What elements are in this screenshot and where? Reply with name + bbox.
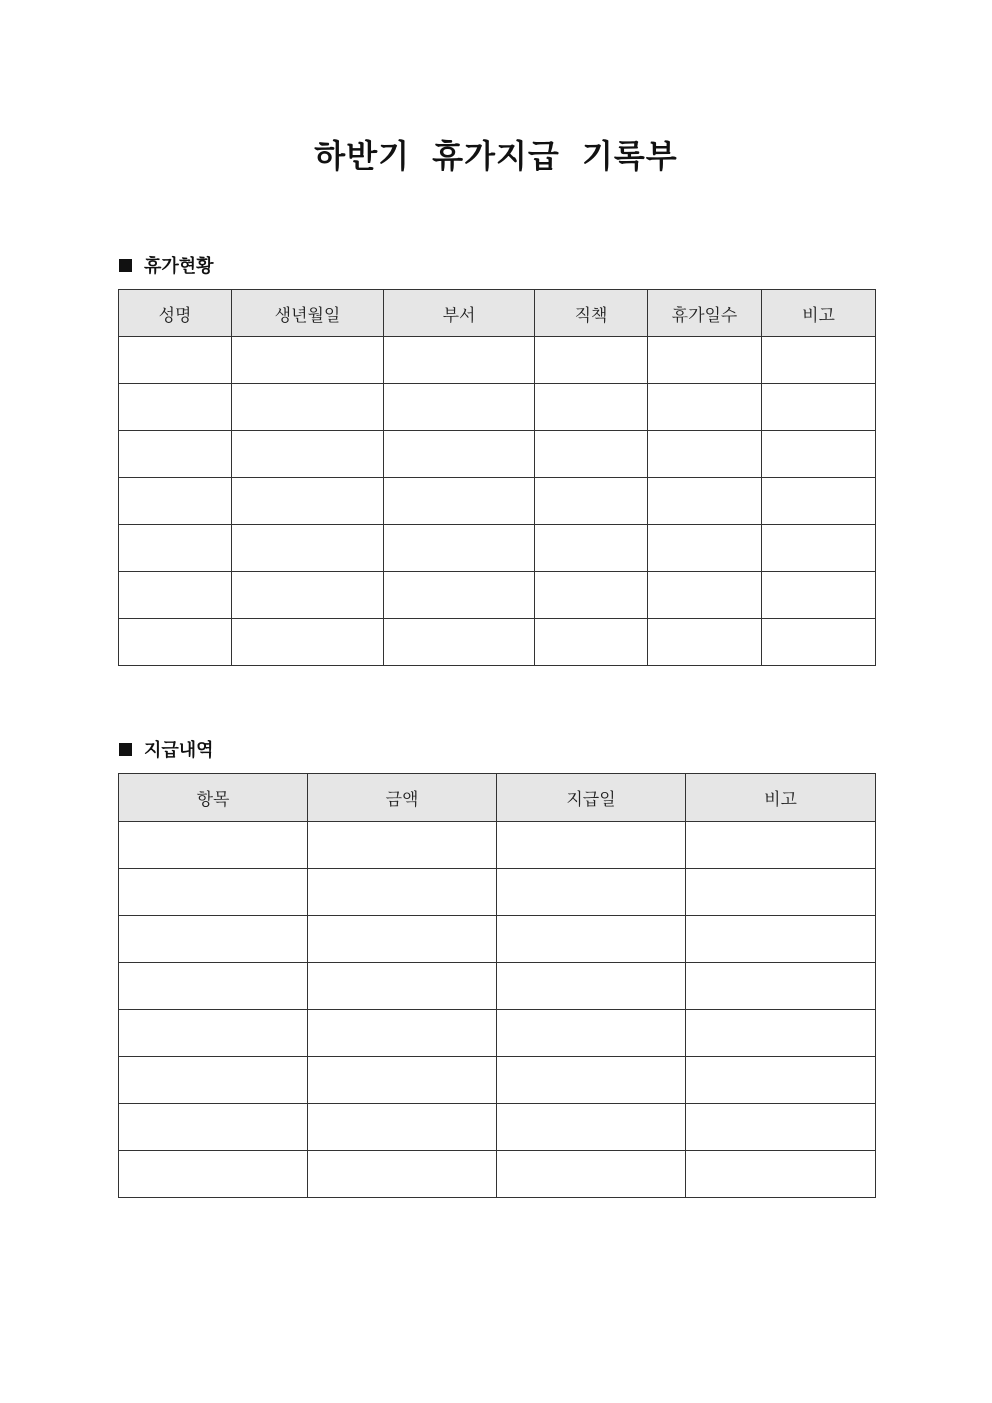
column-header-birthdate: 생년월일 bbox=[232, 290, 384, 337]
table-cell[interactable] bbox=[119, 525, 232, 572]
table-cell[interactable] bbox=[119, 916, 308, 963]
table-row bbox=[119, 619, 876, 666]
table-row bbox=[119, 1151, 876, 1198]
table-cell[interactable] bbox=[762, 619, 876, 666]
document-title: 하반기 휴가지급 기록부 bbox=[314, 137, 678, 175]
table-cell[interactable] bbox=[119, 822, 308, 869]
table-row bbox=[119, 869, 876, 916]
column-header-department: 부서 bbox=[384, 290, 535, 337]
table-cell[interactable] bbox=[232, 337, 384, 384]
table-cell[interactable] bbox=[119, 1010, 308, 1057]
table-cell[interactable] bbox=[308, 1010, 497, 1057]
table-cell[interactable] bbox=[535, 431, 648, 478]
table-cell[interactable] bbox=[308, 822, 497, 869]
table-cell[interactable] bbox=[232, 478, 384, 525]
table-cell[interactable] bbox=[648, 478, 762, 525]
table-cell[interactable] bbox=[119, 963, 308, 1010]
table-cell[interactable] bbox=[119, 478, 232, 525]
table-cell[interactable] bbox=[686, 1010, 876, 1057]
vacation-status-table bbox=[118, 289, 876, 666]
table-cell[interactable] bbox=[308, 963, 497, 1010]
table-cell[interactable] bbox=[686, 1151, 876, 1198]
table-row bbox=[119, 572, 876, 619]
table-row bbox=[119, 916, 876, 963]
table-cell[interactable] bbox=[308, 869, 497, 916]
table-header-row bbox=[119, 290, 876, 337]
table-cell[interactable] bbox=[762, 478, 876, 525]
section-heading-label: 지급내역 bbox=[144, 740, 214, 761]
table-cell[interactable] bbox=[762, 384, 876, 431]
table-cell[interactable] bbox=[535, 384, 648, 431]
payment-details-table bbox=[118, 773, 876, 1198]
table-cell[interactable] bbox=[497, 869, 686, 916]
table-row bbox=[119, 431, 876, 478]
table-cell[interactable] bbox=[384, 431, 535, 478]
table-cell[interactable] bbox=[497, 916, 686, 963]
table-cell[interactable] bbox=[686, 822, 876, 869]
table-row bbox=[119, 384, 876, 431]
table-cell[interactable] bbox=[762, 525, 876, 572]
table-cell[interactable] bbox=[119, 619, 232, 666]
table-cell[interactable] bbox=[384, 525, 535, 572]
table-cell[interactable] bbox=[762, 337, 876, 384]
table-row bbox=[119, 1104, 876, 1151]
column-header-remarks: 비고 bbox=[686, 774, 876, 822]
section-heading-label: 휴가현황 bbox=[144, 256, 214, 277]
column-header-payment-date: 지급일 bbox=[497, 774, 686, 822]
table-cell[interactable] bbox=[535, 619, 648, 666]
table-cell[interactable] bbox=[648, 337, 762, 384]
table-cell[interactable] bbox=[119, 1151, 308, 1198]
table-cell[interactable] bbox=[535, 478, 648, 525]
table-cell[interactable] bbox=[686, 1104, 876, 1151]
table-row bbox=[119, 1010, 876, 1057]
section-heading-vacation bbox=[119, 253, 214, 277]
table-cell[interactable] bbox=[686, 916, 876, 963]
table-cell[interactable] bbox=[384, 337, 535, 384]
column-header-amount: 금액 bbox=[308, 774, 497, 822]
table-cell[interactable] bbox=[384, 478, 535, 525]
table-cell[interactable] bbox=[648, 619, 762, 666]
table-cell[interactable] bbox=[686, 963, 876, 1010]
table-cell[interactable] bbox=[232, 384, 384, 431]
table-cell[interactable] bbox=[384, 572, 535, 619]
table-cell[interactable] bbox=[497, 1104, 686, 1151]
table-cell[interactable] bbox=[119, 1057, 308, 1104]
table-cell[interactable] bbox=[119, 337, 232, 384]
table-cell[interactable] bbox=[119, 384, 232, 431]
table-cell[interactable] bbox=[119, 572, 232, 619]
table-row bbox=[119, 1057, 876, 1104]
table-cell[interactable] bbox=[497, 1010, 686, 1057]
table-cell[interactable] bbox=[384, 384, 535, 431]
table-cell[interactable] bbox=[648, 431, 762, 478]
table-cell[interactable] bbox=[648, 525, 762, 572]
table-cell[interactable] bbox=[686, 869, 876, 916]
table-cell[interactable] bbox=[497, 963, 686, 1010]
table-cell[interactable] bbox=[119, 431, 232, 478]
table-cell[interactable] bbox=[686, 1057, 876, 1104]
table-cell[interactable] bbox=[648, 384, 762, 431]
table-cell[interactable] bbox=[232, 431, 384, 478]
table-cell[interactable] bbox=[308, 916, 497, 963]
square-bullet-icon bbox=[119, 259, 132, 272]
table-header-row bbox=[119, 774, 876, 822]
table-cell[interactable] bbox=[384, 619, 535, 666]
table-cell[interactable] bbox=[497, 822, 686, 869]
column-header-vacation-days: 휴가일수 bbox=[648, 290, 762, 337]
table-cell[interactable] bbox=[535, 525, 648, 572]
column-header-item: 항목 bbox=[119, 774, 308, 822]
table-cell[interactable] bbox=[232, 572, 384, 619]
section-heading-payment bbox=[119, 737, 214, 761]
table-cell[interactable] bbox=[648, 572, 762, 619]
square-bullet-icon bbox=[119, 743, 132, 756]
table-row bbox=[119, 337, 876, 384]
table-cell[interactable] bbox=[232, 525, 384, 572]
table-cell[interactable] bbox=[308, 1151, 497, 1198]
table-row bbox=[119, 963, 876, 1010]
table-cell[interactable] bbox=[497, 1151, 686, 1198]
table-cell[interactable] bbox=[762, 572, 876, 619]
table-cell[interactable] bbox=[497, 1057, 686, 1104]
table-row bbox=[119, 478, 876, 525]
table-cell[interactable] bbox=[535, 337, 648, 384]
table-cell[interactable] bbox=[535, 572, 648, 619]
table-cell[interactable] bbox=[119, 869, 308, 916]
table-cell[interactable] bbox=[232, 619, 384, 666]
table-cell[interactable] bbox=[308, 1104, 497, 1151]
column-header-position: 직책 bbox=[535, 290, 648, 337]
table-row bbox=[119, 525, 876, 572]
table-cell[interactable] bbox=[119, 1104, 308, 1151]
table-row bbox=[119, 822, 876, 869]
column-header-name: 성명 bbox=[119, 290, 232, 337]
column-header-remarks: 비고 bbox=[762, 290, 876, 337]
table-cell[interactable] bbox=[308, 1057, 497, 1104]
table-cell[interactable] bbox=[762, 431, 876, 478]
